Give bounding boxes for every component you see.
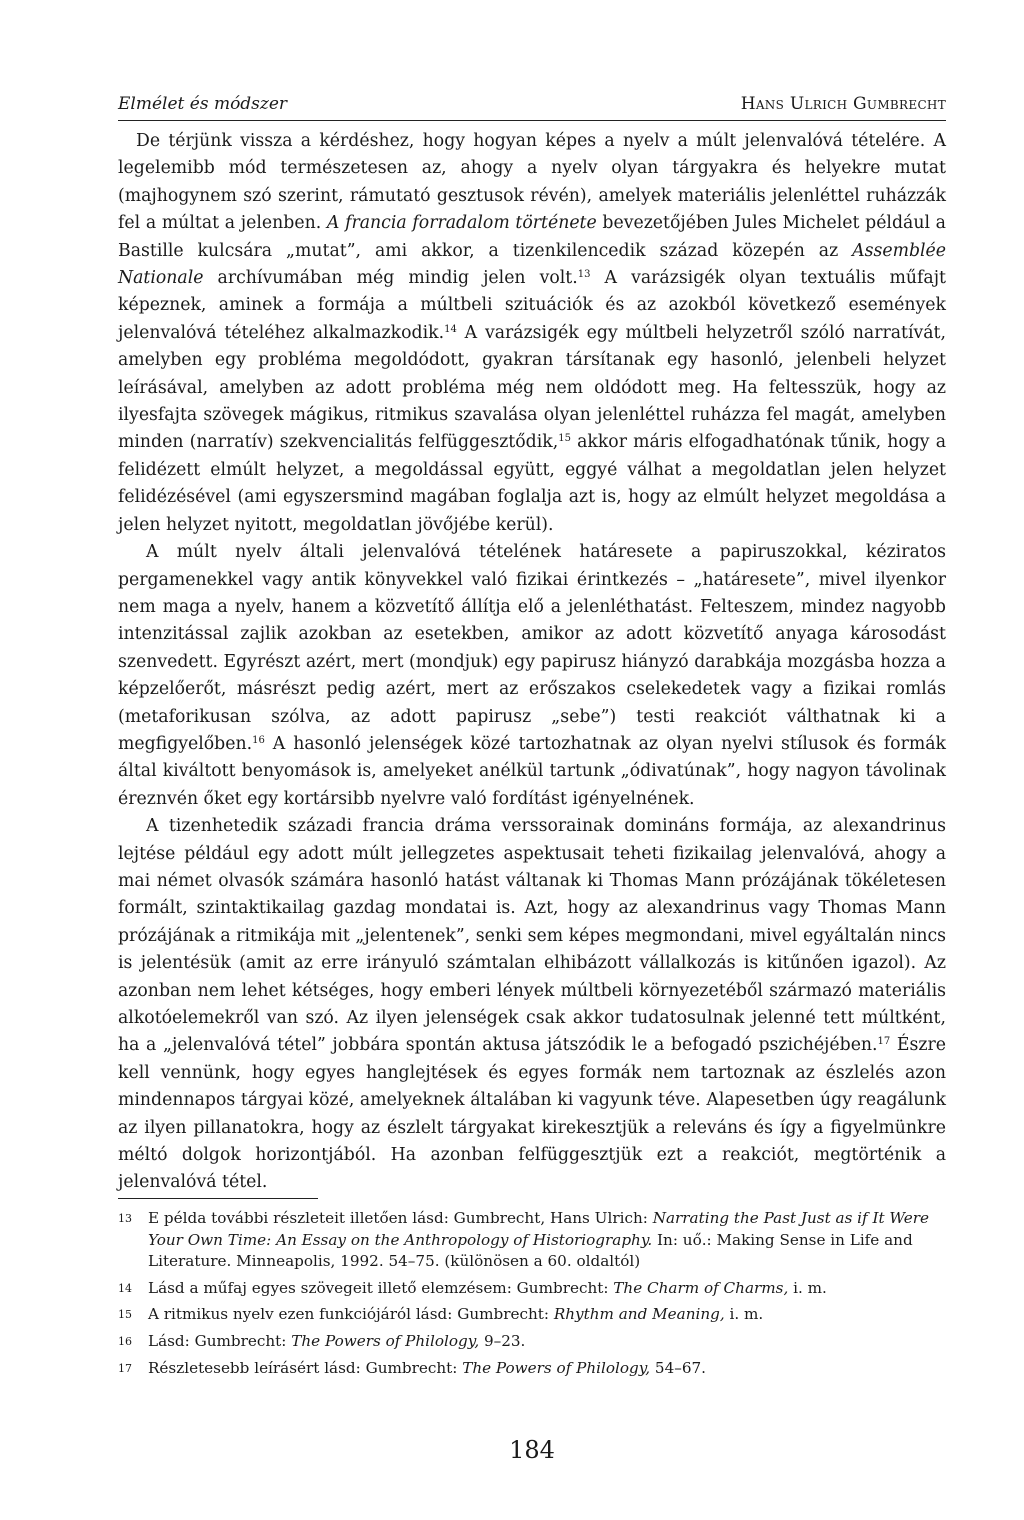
footnote-ref-17[interactable]: 17 bbox=[877, 1036, 891, 1048]
footnote-title: The Powers of Philology, bbox=[291, 1331, 480, 1350]
footnote-number: 17 bbox=[118, 1361, 132, 1375]
footnote-text: Lásd a műfaj egyes szövegeit illető elemzésem: Gumbrecht: bbox=[148, 1278, 614, 1297]
header-section-title: Elmélet és módszer bbox=[118, 94, 288, 114]
paragraph-3-text-c: Észre kell vennünk, hogy egyes hanglejtések és egyes formák nem tartoznak az észlelés azon mindennapos tárgyai közé, amelyeknek általában ki vagyunk téve. Alapesetben úgy reagálunk az ilyen pillanatokra, hogy az észlelt tárgyakat kirekesztjük a releváns és így a figyelmünkre méltó dolgok horizontjából. Ha azonban felfüggesztjük ezt a reakciót, megtörténik a jelenvalóvá tétel. bbox=[118, 1035, 946, 1193]
footnote-number: 13 bbox=[118, 1212, 132, 1225]
footnote-title: Rhythm and Meaning, bbox=[553, 1305, 725, 1324]
footnote-14 bbox=[118, 1278, 946, 1300]
paragraph-3-text-a: A tizenhetedik századi francia dráma verssorainak domináns formája, az alexandrinus lejtése például egy adott múlt jellegzetes aspektusait teheti fizikailag jelenvalóvá, ahogy a mai német olvasók számára hasonló hatást váltanak ki Thomas Mann prózájának tökéletesen formált, szintaktikailag gazdag mondatai is. Azt, hogy az alexandrinus vagy Thomas Mann prózájának a ritmikája mit „jelentenek”, senki sem képes megmondani, mivel egyáltalán nincs is jelentésük (amit az erre irányuló számtalan elhibázott vállalkozás is kitűnően igazol). Az azonban nem lehet kétséges, hogy emberi lények múltbeli környezetéből származó materiális alkotóelemekről van szó. Az ilyen jelenségek csak akkor tudatosulnak jelenné tett múltként, ha a „jelenvalóvá tétel” jobbára spontán aktusa játszódik le a befogadó pszichéjében. bbox=[118, 816, 946, 1056]
footnotes bbox=[118, 1208, 946, 1384]
paragraph-2-text-c: A hasonló jelenségek közé tartozhatnak az olyan nyelvi stílusok és formák által kiváltott benyomások is, amelyeket anélkül tartunk „ódivatúnak”, hogy nagyon távolinak éreznvén őket egy kortársibb nyelvre való fordítást igényelnének. bbox=[118, 733, 946, 809]
running-header bbox=[118, 90, 946, 121]
footnote-text: Részletesebb leírásért lásd: Gumbrecht: bbox=[148, 1358, 463, 1377]
footnote-13 bbox=[118, 1208, 946, 1273]
footnote-ref-15[interactable]: 15 bbox=[558, 433, 571, 445]
footnote-16 bbox=[118, 1331, 946, 1353]
paragraph-1-text-g: A varázsigék olyan textuális műfajt képeznek, aminek a formája a múltbeli szituációk és az azokból következő események jelenvalóvá tételéhez alkalmazkodik. bbox=[118, 268, 947, 343]
footnote-text-end: i. m. bbox=[724, 1305, 764, 1324]
footnote-text: Lásd: Gumbrecht: bbox=[148, 1331, 292, 1350]
footnote-number: 16 bbox=[118, 1334, 132, 1348]
footnote-number: 15 bbox=[118, 1308, 132, 1322]
footnote-title: Narrating the Past Just as if It Were Your Own Time: An Essay on the Anthropology of Historiography. bbox=[148, 1209, 930, 1249]
footnote-number: 14 bbox=[118, 1281, 132, 1295]
main-text bbox=[118, 128, 946, 1197]
footnote-ref-13[interactable]: 13 bbox=[577, 269, 591, 281]
footnote-text: E példa további részleteit illetően lásd: Gumbrecht, Hans Ulrich: bbox=[148, 1209, 653, 1227]
paragraph-3 bbox=[118, 813, 946, 1197]
footnote-17 bbox=[118, 1358, 946, 1380]
header-author: Hans Ulrich Gumbrecht bbox=[740, 94, 946, 114]
paragraph-1-text-i: A varázsigék egy múltbeli helyzetről szóló narratívát, amelyben egy probléma megoldódott, gyakran társítanak egy hasonló, jelenbeli helyzet leírásával, amelyben az adott probléma még nem oldódott meg. Ha feltesszük, hogy az ilyesfajta szövegek mágikus, ritmikus szavalása olyan jelenléttel ruházza fel magát, amelyben minden (narratív) szekvencialitás felfüggesztődik, bbox=[118, 322, 946, 453]
paragraph-2 bbox=[118, 539, 946, 813]
footnote-ref-16[interactable]: 16 bbox=[252, 734, 265, 746]
footnote-title: The Powers of Philology, bbox=[462, 1358, 651, 1377]
page-number: 184 bbox=[509, 1436, 555, 1464]
assemblee-nationale: Assemblée Nationale bbox=[118, 240, 946, 289]
footnote-title: The Charm of Charms, bbox=[613, 1278, 789, 1297]
footnote-divider bbox=[118, 1198, 318, 1199]
paragraph-1-text-c: bevezetőjében Jules Michelet például a Bastille kulcsára „mutat”, ami akkor, a tizenkilencedik század közepén az bbox=[118, 213, 946, 261]
paragraph-1 bbox=[118, 128, 946, 539]
footnote-15 bbox=[118, 1304, 946, 1326]
paragraph-2-text-a: A múlt nyelv általi jelenvalóvá tételének határesete a papiruszokkal, kéziratos pergamenekkel vagy antik könyvekkel való fizikai érintkezés – „határesete”, mivel ilyenkor nem maga a nyelv, hanem a közvetítő állítja elő a jelenléthatást. Felteszem, mindez nagyobb intenzitással zajlik azokban az esetekben, amikor az adott közvetítő anyaga károsodást szenvedett. Egyrészt azért, mert (mondjuk) egy papirusz hiányzó darabkája mozgásba hozza a képzelőerőt, másrészt pedig azért, mert az erőszakos cselekedetek vagy a fizikai romlás (metaforikusan szólva, az adott papirusz „sebe”) testi reakciót válthatnak ki a megfigyelőben. bbox=[118, 542, 946, 754]
footnote-text-end: In: uő.: Making Sense in Life and Literature. Minneapolis, 1992. 54–75. (különösen a 60. oldaltól) bbox=[148, 1230, 913, 1271]
paragraph-1-text-k: akkor máris elfogadhatónak tűnik, hogy a felidézett elmúlt helyzet, a megoldással együtt, eggyé válhat a megoldatlan jelen helyzet felidézésével (ami egyszersmind magában foglalja azt is, hogy az elmúlt helyzet megoldása a jelen helyzet nyitott, megoldatlan jövőjébe kerül). bbox=[118, 432, 946, 535]
book-title-francia-forradalom: A francia forradalom története bbox=[326, 213, 597, 234]
footnote-text: A ritmikus nyelv ezen funkciójáról lásd: Gumbrecht: bbox=[148, 1305, 554, 1324]
footnote-ref-14[interactable]: 14 bbox=[444, 323, 457, 335]
footnote-text-end: 9–23. bbox=[479, 1331, 526, 1350]
paragraph-1-text-a: De térjünk vissza a kérdéshez, hogy hogyan képes a nyelv a múlt jelenvalóvá tételére. A legelemibb mód természetesen az, ahogy a nyelv olyan tárgyakra és helyekre mutat (majhogynem szó szerint, rámutató gesztusok révén), amelyek materiális jelenléttel ruházzák fel a múltat a jelenben. bbox=[118, 131, 946, 234]
footnote-text-end: 54–67. bbox=[650, 1358, 707, 1377]
footnote-text-end: i. m. bbox=[788, 1278, 827, 1297]
paragraph-1-text-e: archívumában még mindig jelen volt. bbox=[203, 268, 578, 289]
